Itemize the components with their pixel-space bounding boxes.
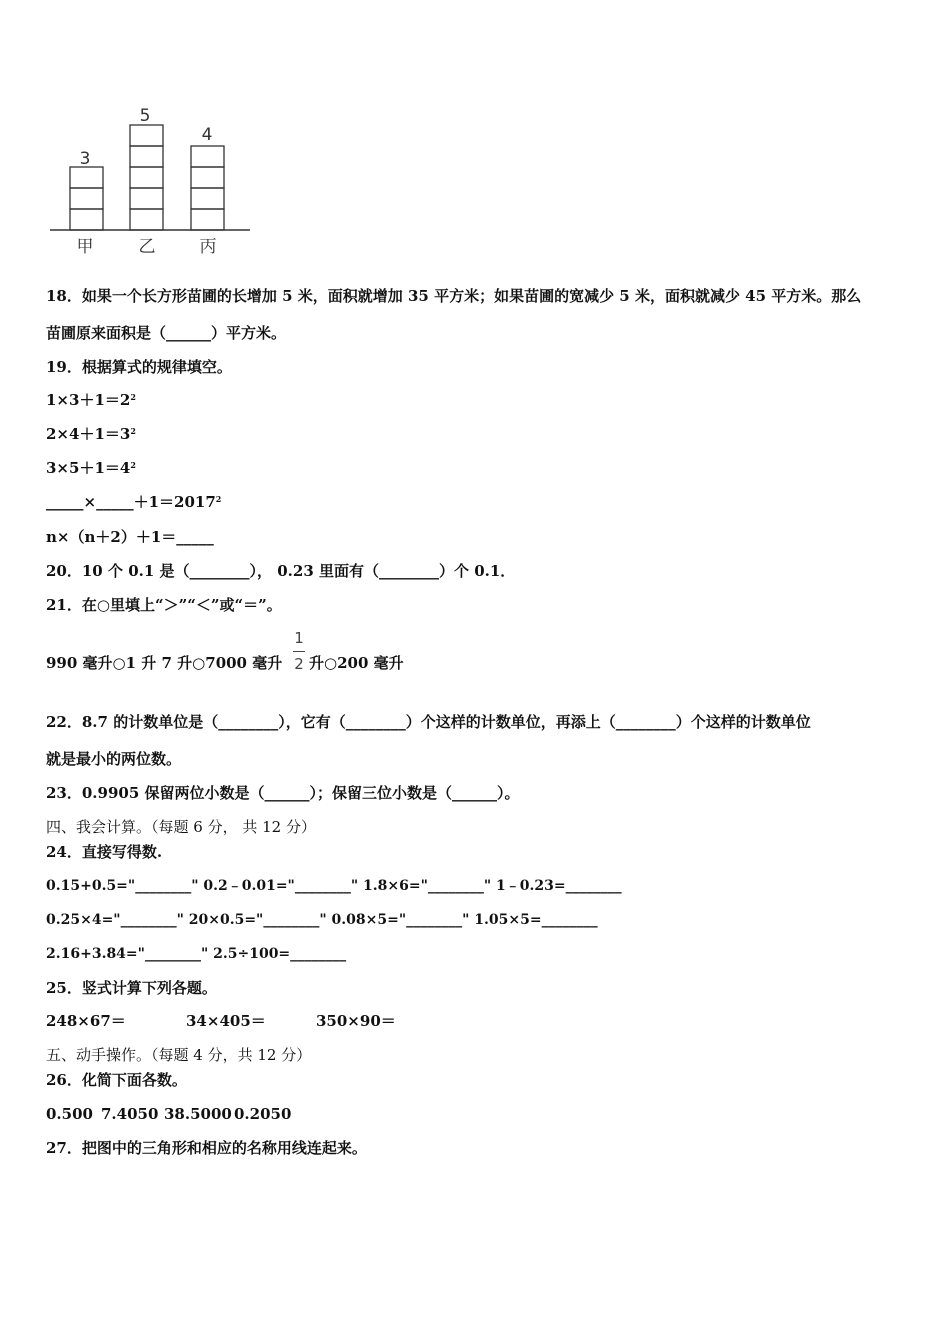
q19-eq1-exp: 2 [130, 392, 136, 402]
q26-title: 26．化简下面各数。 [46, 1071, 187, 1089]
q24-row1: 0.15+0.5="________" 0.2﹣0.01="________" 1.8×6="________" 1﹣0.23=________ [46, 878, 622, 894]
q25-title: 25．竖式计算下列各题。 [46, 979, 217, 997]
q23: 23．0.9905 保留两位小数是（______）；保留三位小数是（______）。 [46, 784, 520, 802]
q25-item: 34×405＝ [186, 1012, 266, 1030]
stack-label-jia: 甲 [76, 237, 94, 257]
q18-line1: 18．如果一个长方形苗圃的长增加 5 米，面积就增加 35 平方米；如果苗圃的宽减少 5 米，面积就减少 45 平方米。那么 [46, 287, 862, 305]
stack-count-yi: 5 [139, 106, 151, 126]
q21-fraction-bar [293, 651, 305, 652]
q19-eq4-text: _____×_____＋1＝2017 [46, 493, 216, 511]
q19-title: 19．根据算式的规律填空。 [46, 358, 232, 376]
q19-eq2-exp: 2 [130, 426, 136, 436]
q19-eq3 [46, 458, 136, 478]
q19-eq4-exp: 2 [215, 494, 222, 504]
q24-title: 24．直接写得数. [46, 843, 163, 861]
section5-heading: 五、动手操作。（每题 4 分，共 12 分） [46, 1046, 312, 1064]
q21-fraction-numerator: 1 [294, 629, 304, 647]
stack-box [191, 188, 224, 209]
stack-count-bing: 4 [201, 125, 213, 145]
stack-box [130, 167, 163, 188]
q19-eq2-text: 2×4＋1＝3 [46, 425, 131, 443]
q19-eq4 [46, 492, 221, 512]
stack-box [130, 209, 163, 230]
q25-item: 350×90＝ [316, 1012, 396, 1030]
q19-eq5: n×（n＋2）＋1＝_____ [46, 528, 214, 546]
stack-box [70, 167, 103, 188]
stack-box [191, 167, 224, 188]
section4-heading: 四、我会计算。（每题 6 分， 共 12 分） [46, 818, 316, 836]
stack-label-bing: 丙 [199, 237, 217, 257]
q21-fraction-denominator: 2 [294, 655, 304, 673]
stack-count-jia: 3 [79, 149, 91, 169]
q27: 27．把图中的三角形和相应的名称用线连起来。 [46, 1139, 367, 1157]
q19-eq3-exp: 2 [130, 460, 136, 470]
stack-box [191, 209, 224, 230]
q22-line1: 22．8.7 的计数单位是（________），它有（________）个这样的计数单位，再添上（________）个这样的计数单位 [46, 713, 811, 731]
q18-line2: 苗圃原来面积是（______）平方米。 [46, 324, 287, 342]
q22-line2: 就是最小的两位数。 [46, 750, 182, 768]
q25-item: 248×67＝ [46, 1012, 126, 1030]
stack-box [130, 125, 163, 146]
q26-item: 0.2050 [234, 1105, 292, 1123]
q19-eq3-text: 3×5＋1＝4 [46, 459, 131, 477]
stack-box [130, 146, 163, 167]
q24-row3: 2.16+3.84="________" 2.5÷100=________ [46, 946, 347, 962]
q19-eq2 [46, 424, 136, 444]
stack-box [70, 188, 103, 209]
stack-label-yi: 乙 [138, 237, 156, 257]
q21-part2: 升○200 毫升 [309, 654, 404, 672]
q19-eq1-text: 1×3＋1＝2 [46, 391, 131, 409]
q20: 20．10 个 0.1 是（________）， 0.23 里面有（________）个 0.1． [46, 562, 516, 580]
stack-box [130, 188, 163, 209]
stack-box [191, 146, 224, 167]
q26-item: 7.4050 [101, 1105, 159, 1123]
q21-part1: 990 毫升○1 升 7 升○7000 毫升 [46, 654, 283, 672]
q19-eq1 [46, 390, 136, 410]
bar-figure [48, 100, 258, 260]
q26-item: 0.500 [46, 1105, 93, 1123]
q24-row2: 0.25×4="________" 20×0.5="________" 0.08×5="________" 1.05×5=________ [46, 912, 598, 928]
q26-item: 38.5000 [164, 1105, 232, 1123]
stack-box [70, 209, 103, 230]
q21-title: 21．在○里填上“＞”“＜”或“＝”。 [46, 596, 282, 614]
